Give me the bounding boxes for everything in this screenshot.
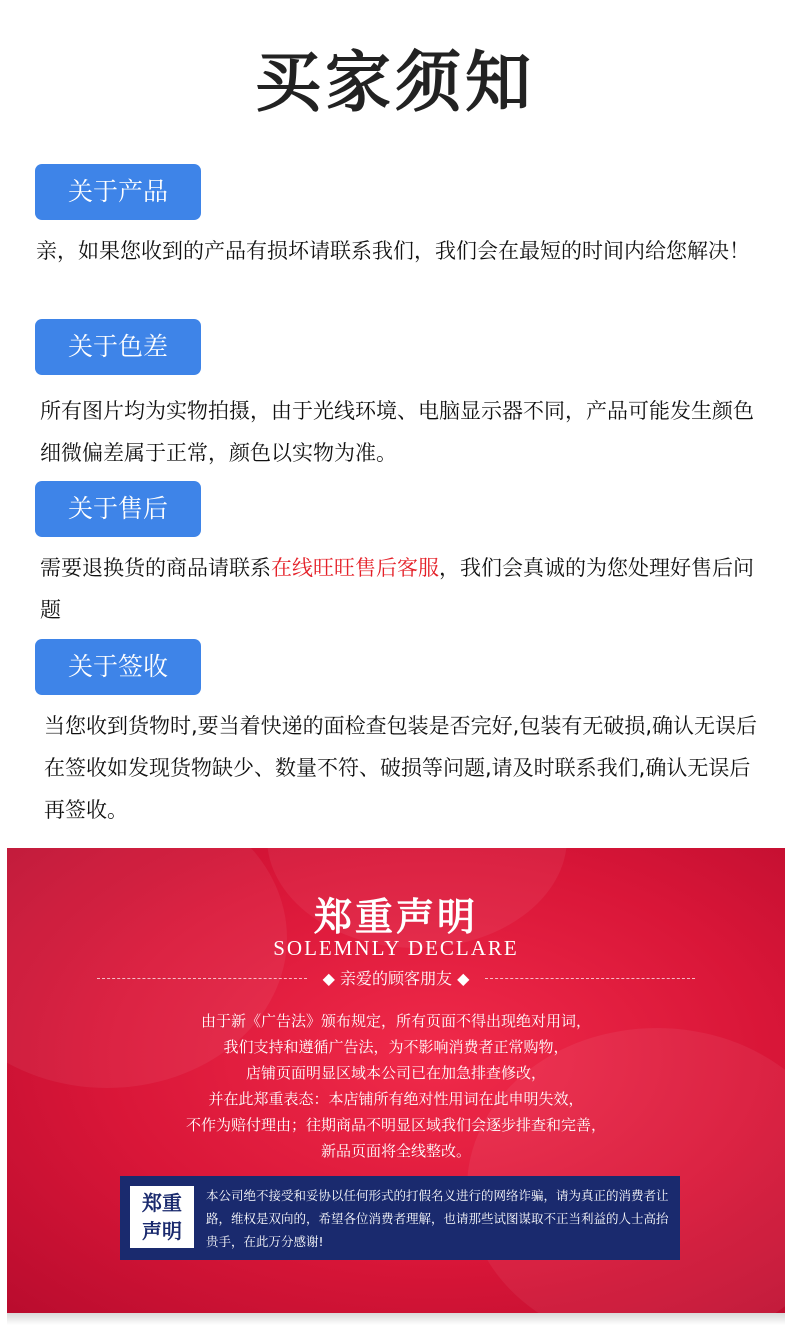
notice-label bbox=[130, 1186, 194, 1248]
section-heading-signing: 关于签收 bbox=[35, 639, 201, 695]
aftersale-text-after: ，我们会真诚的为您处理好售后问题 bbox=[40, 556, 754, 622]
page-title: 买家须知 bbox=[255, 44, 535, 121]
aftersale-service-link: 在线旺旺售后客服 bbox=[271, 556, 439, 580]
declaration-banner bbox=[7, 848, 785, 1313]
section-heading-aftersale: 关于售后 bbox=[35, 481, 201, 537]
section-text-color: 所有图片均为实物拍摄，由于光线环境、电脑显示器不同，产品可能发生颜色细微偏差属于正常，颜色以实物为准。 bbox=[40, 399, 754, 465]
declaration-subtitle: SOLEMNLY DECLARE bbox=[273, 936, 519, 960]
anti-fraud-notice bbox=[120, 1176, 680, 1260]
notice-text: 本公司绝不接受和妥协以任何形式的打假名义进行的网络诈骗，请为真正的消费者让路，维权是双向的，希望各位消费者理解，也请那些试图谋取不正当利益的人士高抬贵手，在此万分感谢! bbox=[206, 1188, 669, 1249]
declaration-title: 郑重声明 bbox=[313, 895, 478, 939]
declaration-body bbox=[7, 1008, 785, 1164]
notice-label-line: 声明 bbox=[142, 1219, 182, 1243]
section-text-aftersale bbox=[40, 547, 770, 631]
section-heading-product: 关于产品 bbox=[35, 164, 201, 220]
notice-label-line: 郑重 bbox=[142, 1191, 182, 1215]
aftersale-text-before: 需要退换货的商品请联系 bbox=[40, 556, 271, 580]
section-text-product: 亲，如果您收到的产品有损坏请联系我们，我们会在最短的时间内给您解决！ bbox=[36, 239, 750, 263]
declaration-line: 店铺页面明显区域本公司已在加急排查修改， bbox=[245, 1064, 546, 1082]
section-text-signing: 当您收到货物时,要当着快递的面检查包装是否完好,包装有无破损,确认无误后在签收如发现货物缺少、数量不符、破损等问题,请及时联系我们,确认无误后再签收。 bbox=[44, 714, 758, 822]
bottom-shadow bbox=[7, 1313, 785, 1325]
declaration-line: 不作为赔付理由；往期商品不明显区域我们会逐步排查和完善， bbox=[185, 1116, 606, 1134]
declaration-line: 并在此郑重表态：本店铺所有绝对性用词在此申明失效， bbox=[208, 1090, 584, 1108]
section-heading-color: 关于色差 bbox=[35, 319, 201, 375]
declaration-line: 新品页面将全线整改。 bbox=[320, 1142, 471, 1160]
declaration-line: 我们支持和遵循广告法，为不影响消费者正常购物， bbox=[223, 1038, 569, 1056]
declaration-line: 由于新《广告法》颁布规定，所有页面不得出现绝对用词， bbox=[200, 1012, 591, 1030]
declaration-greeting: ◆ 亲爱的顾客朋友 ◆ bbox=[322, 969, 470, 988]
